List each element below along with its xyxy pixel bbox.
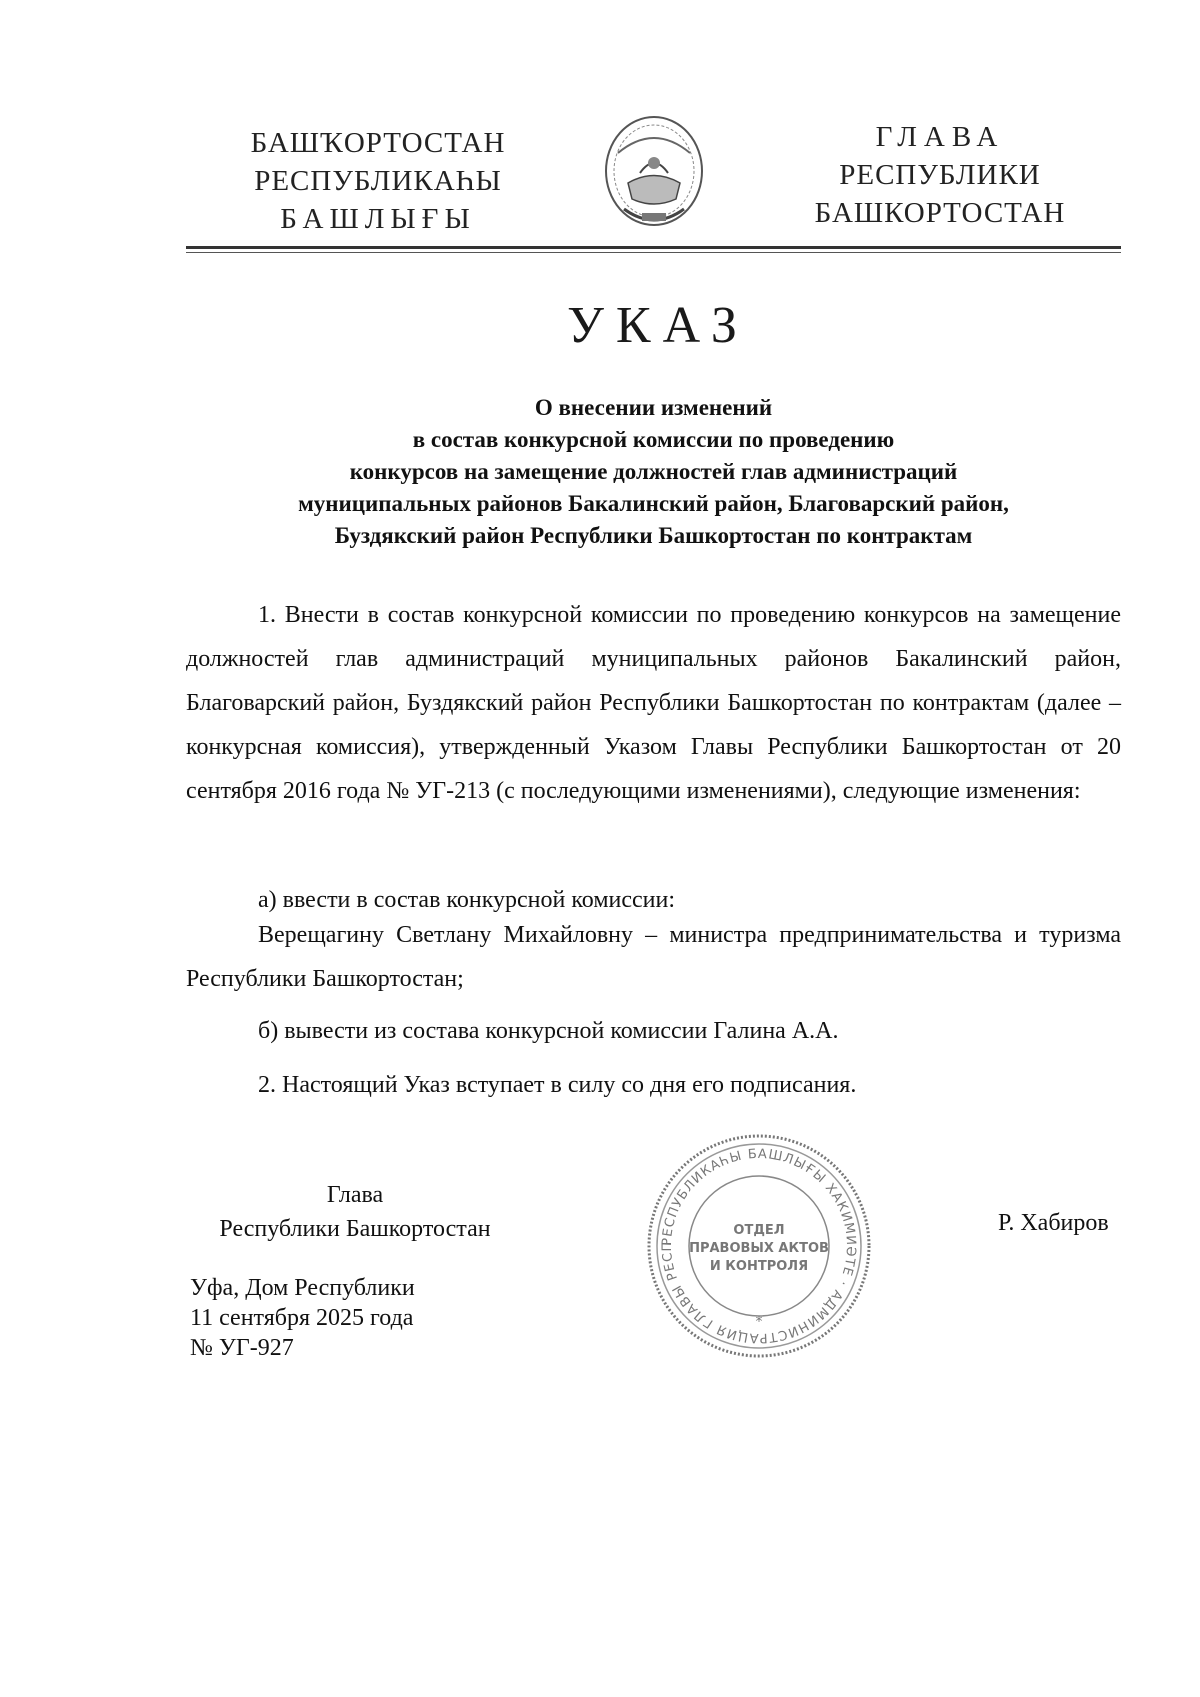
header-right-russian [775, 118, 1105, 232]
signatory-position-line: Республики Башкортостан [219, 1216, 491, 1242]
signatory-name: Р. Хабиров [998, 1210, 1109, 1236]
header-left-line: БАШҠОРТОСТАН [250, 127, 506, 159]
decree-number: № УГ-927 [190, 1335, 294, 1361]
header-left-line: БАШЛЫҒЫ [280, 203, 476, 235]
header-right-line: ГЛАВА [875, 121, 1005, 153]
header-divider-thin [186, 252, 1121, 253]
signatory-position-line: Глава [326, 1182, 384, 1208]
item-b: б) вывести из состава конкурсной комиссии Галина А.А. [258, 1018, 839, 1044]
svg-text:*: * [755, 1314, 763, 1330]
seal-center-line: И КОНТРОЛЯ [709, 1259, 809, 1274]
seal-center-line: ОТДЕЛ [733, 1223, 785, 1238]
header-right-line: РЕСПУБЛИКИ [839, 159, 1041, 191]
document-subtitle [186, 392, 1121, 552]
document-title: УКАЗ [567, 297, 749, 354]
signing-date: 11 сентября 2025 года [190, 1305, 414, 1331]
item-a: а) ввести в состав конкурсной комиссии: [258, 887, 676, 913]
header-left-line: РЕСПУБЛИКАҺЫ [254, 165, 502, 197]
subtitle-line: Буздякский район Республики Башкортостан по контрактам [334, 523, 973, 548]
header-right-line: БАШКОРТОСТАН [814, 197, 1066, 229]
seal-center-line: ПРАВОВЫХ АКТОВ [689, 1241, 829, 1256]
paragraph-1-text: 1. Внести в состав конкурсной комиссии по проведению конкурсов на замещение должностей глав администраций муниципальных районов Бакалинский район, Благоварский район, Буздякский район Республики Башкортостан по контрактам (далее – конкурсная комиссия), утвержденный Указом Главы Республики Башкортостан от 20 сентября 2016 года № УГ-213 (с последующими изменениями), следующие изменения: [186, 602, 1121, 804]
subtitle-line: конкурсов на замещение должностей глав администраций [349, 459, 958, 484]
subtitle-line: муниципальных районов Бакалинский район, Благоварский район, [298, 491, 1009, 516]
paragraph-2: 2. Настоящий Указ вступает в силу со дня его подписания. [258, 1072, 857, 1098]
paragraph-1 [186, 593, 1121, 813]
header-divider-thick [186, 246, 1121, 249]
coat-of-arms-emblem-icon [598, 113, 710, 237]
signing-details [190, 1273, 415, 1363]
person-entry-text: Верещагину Светлану Михайловну – министра предпринимательства и туризма Республики Башкортостан; [186, 922, 1121, 992]
subtitle-line: в состав конкурсной комиссии по проведению [412, 427, 895, 452]
signing-place: Уфа, Дом Республики [190, 1275, 415, 1301]
official-seal-stamp [643, 1130, 875, 1362]
seal-ring-text: РЕСПУБЛИКАҺЫ БАШЛЫҒЫ ХАКИМИӘТЕ · АДМИНИСТРАЦИЯ ГЛАВЫ РЕСП [659, 1146, 859, 1346]
signatory-position [190, 1178, 520, 1246]
subtitle-line: О внесении изменений [534, 395, 773, 420]
header-left-bashkir [228, 124, 528, 238]
person-entry [186, 913, 1121, 1001]
